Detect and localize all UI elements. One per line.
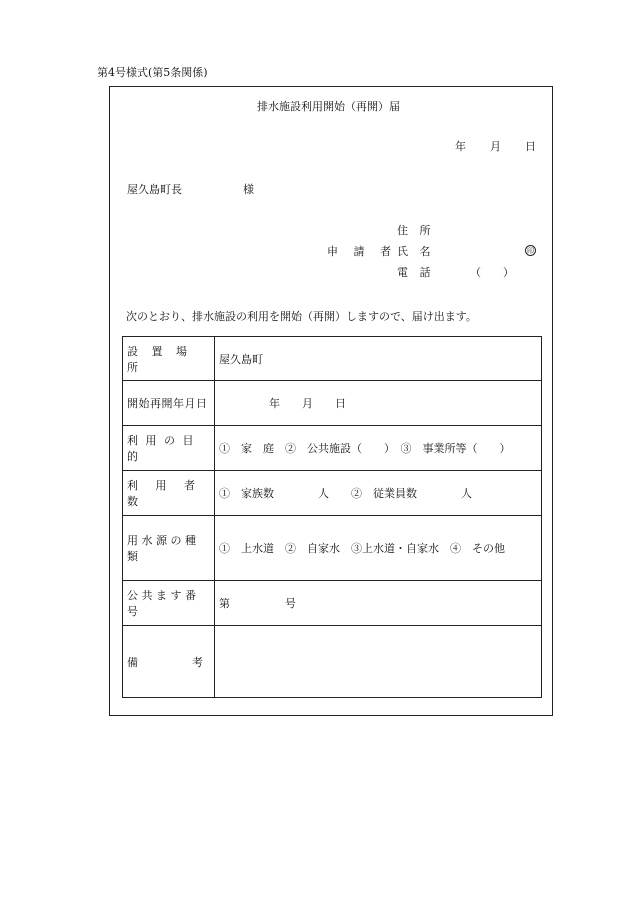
row-value-manhole-number[interactable]: 第 号 [219, 597, 296, 610]
row-value-user-count[interactable]: ① 家族数 人 ② 従業員数 人 [219, 487, 472, 500]
form-title: 排水施設利用開始（再開）届 [257, 100, 400, 113]
addressee-name: 屋久島町長 [127, 183, 182, 196]
seal-mark-icon: 印 [527, 247, 534, 255]
date-year: 年 [455, 140, 466, 153]
date-month: 月 [490, 140, 501, 153]
row-label-purpose: 利 用 の 目 的 [127, 434, 196, 463]
row-label-user-count: 利 用 者 数 [127, 479, 202, 508]
row-value-start-date[interactable]: 年 月 日 [269, 397, 346, 410]
form-number: 第4号様式(第5条関係) [97, 66, 208, 79]
row-label-remarks: 備 考 [127, 655, 205, 669]
addressee-honorific: 様 [243, 183, 254, 196]
name-label: 氏 名 [397, 245, 435, 258]
details-table [122, 336, 542, 698]
row-value-water-source[interactable]: ① 上水道 ② 自家水 ③上水道・自家水 ④ その他 [219, 542, 505, 555]
row-label-water-source: 用 水 源 の 種 類 [127, 534, 196, 563]
phone-parens: （ ） [470, 266, 514, 279]
row-label-start-date: 開始再開年月日 [127, 397, 208, 410]
row-value-purpose[interactable]: ① 家 庭 ② 公共施設（ ） ③ 事業所等（ ） [219, 442, 511, 455]
phone-label: 電 話 [397, 266, 435, 279]
row-label-location: 設 置 場 所 [127, 344, 192, 374]
address-label: 住 所 [397, 224, 435, 237]
intro-text: 次のとおり、排水施設の利用を開始（再開）しますので、届け出ます。 [126, 310, 477, 323]
applicant-label: 申 請 者 [327, 245, 397, 258]
row-label-manhole-number: 公 共 ま す 番 号 [127, 589, 196, 618]
table-column-divider [214, 337, 215, 697]
date-day: 日 [525, 140, 536, 153]
row-value-location[interactable]: 屋久島町 [219, 352, 263, 366]
